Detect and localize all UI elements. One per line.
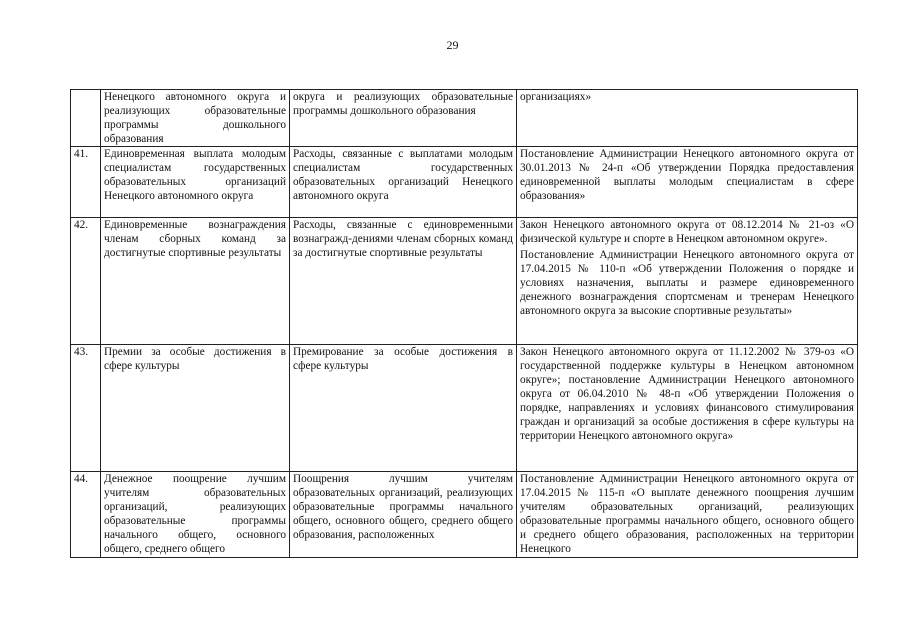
legal-document: Постановление Администрации Ненецкого автономного округа от 30.01.2013 № 24-п «Об утверждении Порядка предоставления единовременной выплаты молодым специалистам в сфере образования» [520, 148, 854, 202]
row-number: 41. [71, 147, 101, 218]
row-number: 42. [71, 218, 101, 345]
payment-description: Премирование за особые достижения в сфере культуры [290, 345, 517, 472]
payment-description: округа и реализующих образовательные программы дошкольного образования [290, 90, 517, 147]
legal-document: Постановление Администрации Ненецкого автономного округа от 17.04.2015 № 115-п «О выплате денежного поощрения лучшим учителям образовательных организаций, реализующих образовательные программы начального общего, основного общего и среднего общего образования, расположенных на территории Ненецкого [520, 473, 854, 555]
table-row [71, 90, 858, 147]
payment-name: Премии за особые достижения в сфере культуры [101, 345, 290, 472]
legal-document: Постановление Администрации Ненецкого автономного округа от 17.04.2015 № 110-п «Об утверждении Положения о порядке и условиях назначения, выплаты и размере единовременного денежного вознаграждения спортсменам и тренерам Ненецкого автономного округа за высокие спортивные результаты» [520, 249, 854, 317]
legal-basis [517, 147, 858, 218]
payment-name [101, 472, 290, 558]
payment-name: Единовременные вознаграждения членам сборных команд за достигнутые спортивные результаты [101, 218, 290, 345]
legal-basis [517, 472, 858, 558]
payment-description-text: Поощрения лучшим учителям образовательных организаций, реализующих образовательные программы начального общего, основного общего, среднего общего образования, расположенных [293, 473, 513, 541]
row-number: 44. [71, 472, 101, 558]
legal-basis [517, 345, 858, 472]
legal-basis [517, 218, 858, 345]
table-row [71, 345, 858, 472]
table-row [71, 218, 858, 345]
row-number [71, 90, 101, 147]
table-row [71, 472, 858, 558]
document-table [70, 89, 858, 558]
legal-basis [517, 90, 858, 147]
payment-name: Единовременная выплата молодым специалистам государственных образовательных организаций Ненецкого автономного округа [101, 147, 290, 218]
legal-document: организациях» [520, 91, 592, 103]
row-number: 43. [71, 345, 101, 472]
payment-name: Ненецкого автономного округа и реализующих образовательные программы дошкольного образования [101, 90, 290, 147]
legal-document: Закон Ненецкого автономного округа от 11.12.2002 № 379-оз «О государственной поддержке культуры в Ненецком автономном округе»; постановление Администрации Ненецкого автономного округа от 06.04.2010 № 48-п «Об утверждении Положения о порядке, направлениях и условиях финансового стимулирования граждан и организаций за особые достижения в сфере культуры на территории Ненецкого автономного округа» [520, 346, 854, 442]
page-number: 29 [446, 38, 459, 52]
payment-description [290, 472, 517, 558]
payment-name-text: Денежное поощрение лучшим учителям образовательных организаций, реализующих образовательные программы начального общего, основного общего, среднего общего [104, 473, 286, 555]
legal-document: Закон Ненецкого автономного округа от 08.12.2014 № 21-оз «О физической культуре и спорте в Ненецком автономном округе». [520, 219, 854, 245]
payment-description: Расходы, связанные с единовременными вознагражд-дениями членам сборных команд за достигнутые спортивные результаты [290, 218, 517, 345]
table-row [71, 147, 858, 218]
payment-description: Расходы, связанные с выплатами молодым специалистам государственных образовательных организаций Ненецкого автономного округа [290, 147, 517, 218]
